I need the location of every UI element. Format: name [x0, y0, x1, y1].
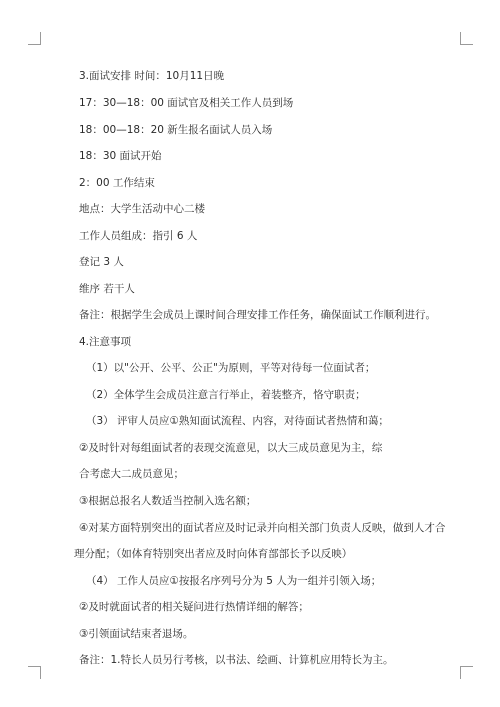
notes-item: （1）以"公开、公平、公正"为原则，平等对待每一位面试者；: [86, 362, 376, 374]
notes-item: 理分配；（如体育特别突出者应及时向体育部部长予以反映）: [74, 548, 353, 560]
notes-item: （4） 工作人员应①按报名序列号分为 5 人为一组并引领入场；: [86, 575, 382, 587]
notes-item: ④对某方面特别突出的面试者应及时记录并向相关部门负责人反映，做到人才合: [79, 522, 446, 534]
notes-item: ②及时就面试者的相关疑问进行热情详细的解答；: [79, 601, 309, 613]
schedule-line: 18：00—18：20 新生报名面试人员入场: [79, 124, 273, 136]
note-line: 备注：1.特长人员另行考核，以书法、绘画、计算机应用特长为主。: [79, 654, 394, 666]
notes-item: 合考虑大二成员意见；: [79, 468, 184, 480]
notes-item: ②及时针对每组面试者的表现交流意见，以大三成员意见为主，综: [79, 442, 383, 454]
staff-line: 登记 3 人: [79, 256, 124, 268]
note-line: 备注：根据学生会成员上课时间合理安排工作任务，确保面试工作顺利进行。: [79, 309, 436, 321]
section-heading-interview-schedule: 3.面试安排 时间：10月11日晚: [79, 70, 225, 82]
notes-item: （2）全体学生会成员注意言行举止，着装整齐，恪守职责；: [86, 389, 366, 401]
staff-line: 维序 若干人: [79, 283, 135, 295]
staff-line: 工作人员组成：指引 6 人: [79, 230, 198, 242]
notes-item: （3） 评审人员应①熟知面试流程、内容，对待面试者热情和蔼；: [86, 415, 389, 427]
notes-item: ③根据总报名人数适当控制入选名额；: [79, 495, 257, 507]
schedule-line: 17：30—18：00 面试官及相关工作人员到场: [79, 97, 294, 109]
schedule-line: 18：30 面试开始: [79, 150, 162, 162]
schedule-line: 2：00 工作结束: [79, 177, 155, 189]
notes-item: ③引领面试结束者退场。: [79, 628, 194, 640]
location-line: 地点：大学生活动中心二楼: [79, 203, 205, 215]
section-heading-notes: 4.注意事项: [79, 336, 132, 348]
